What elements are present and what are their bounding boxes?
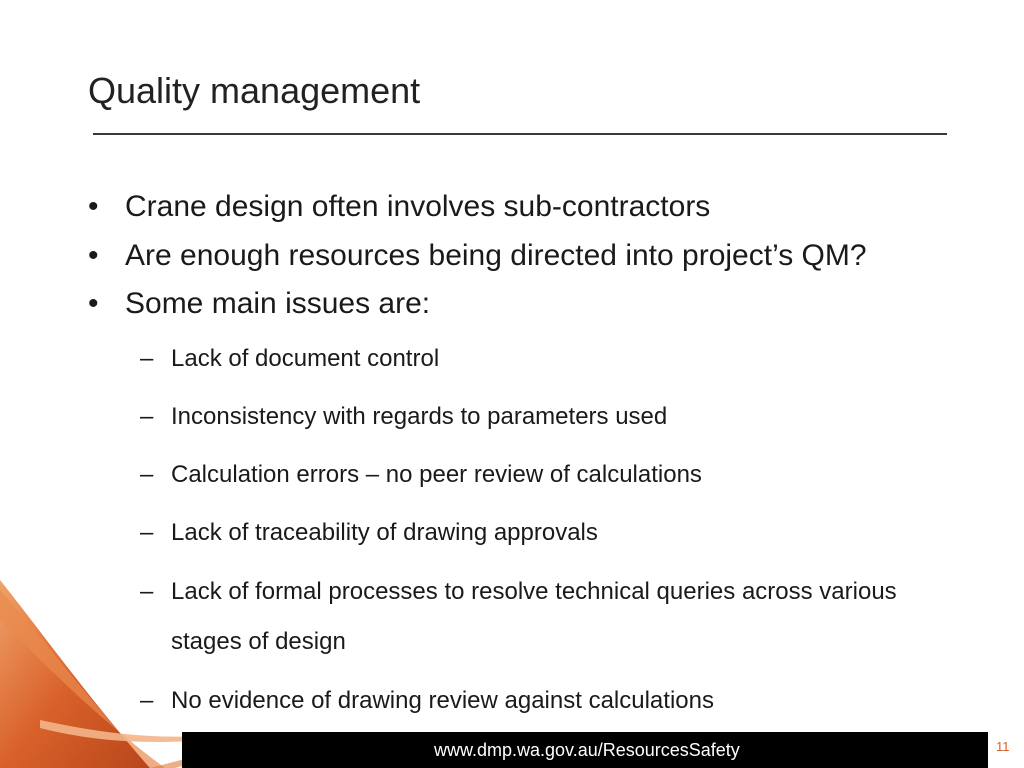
footer-url: www.dmp.wa.gov.au/ResourcesSafety (434, 740, 740, 760)
sub-bullet-text: Lack of formal processes to resolve technical queries across various stages of design (171, 578, 897, 655)
bullet-text: Are enough resources being directed into project’s QM? (125, 239, 867, 272)
sub-bullet-text: No evidence of drawing review against calculations (171, 687, 714, 714)
sub-bullet-text: Calculation errors – no peer review of calculations (171, 461, 702, 488)
page-number: 11 (996, 739, 1010, 754)
sub-bullet-marker: – (140, 461, 154, 488)
bullet-item (88, 238, 867, 274)
sub-bullet-marker: – (140, 345, 154, 372)
sub-bullet-text: Lack of document control (171, 345, 440, 372)
sub-bullet-marker: – (140, 578, 154, 605)
bullet-marker: • (88, 190, 99, 223)
bullet-text: Some main issues are: (125, 287, 431, 320)
sub-bullet-marker: – (140, 403, 154, 430)
bullet-item (88, 189, 710, 225)
bullet-marker: • (88, 239, 99, 272)
sub-bullet-item (140, 508, 960, 558)
sub-bullet-item (140, 450, 960, 500)
sub-bullet-item (140, 676, 960, 726)
sub-bullet-item (140, 392, 960, 442)
slide-title: Quality management (88, 70, 421, 111)
sub-bullet-marker: – (140, 687, 154, 714)
sub-bullet-marker: – (140, 519, 154, 546)
sub-bullet-item (140, 334, 960, 384)
sub-bullet-text: Inconsistency with regards to parameters used (171, 403, 668, 430)
bullet-marker: • (88, 287, 99, 320)
sub-bullet-text: Lack of traceability of drawing approvals (171, 519, 598, 546)
sub-bullet-item (140, 567, 930, 667)
bullet-text: Crane design often involves sub-contractors (125, 190, 711, 223)
bullet-item (88, 286, 430, 322)
